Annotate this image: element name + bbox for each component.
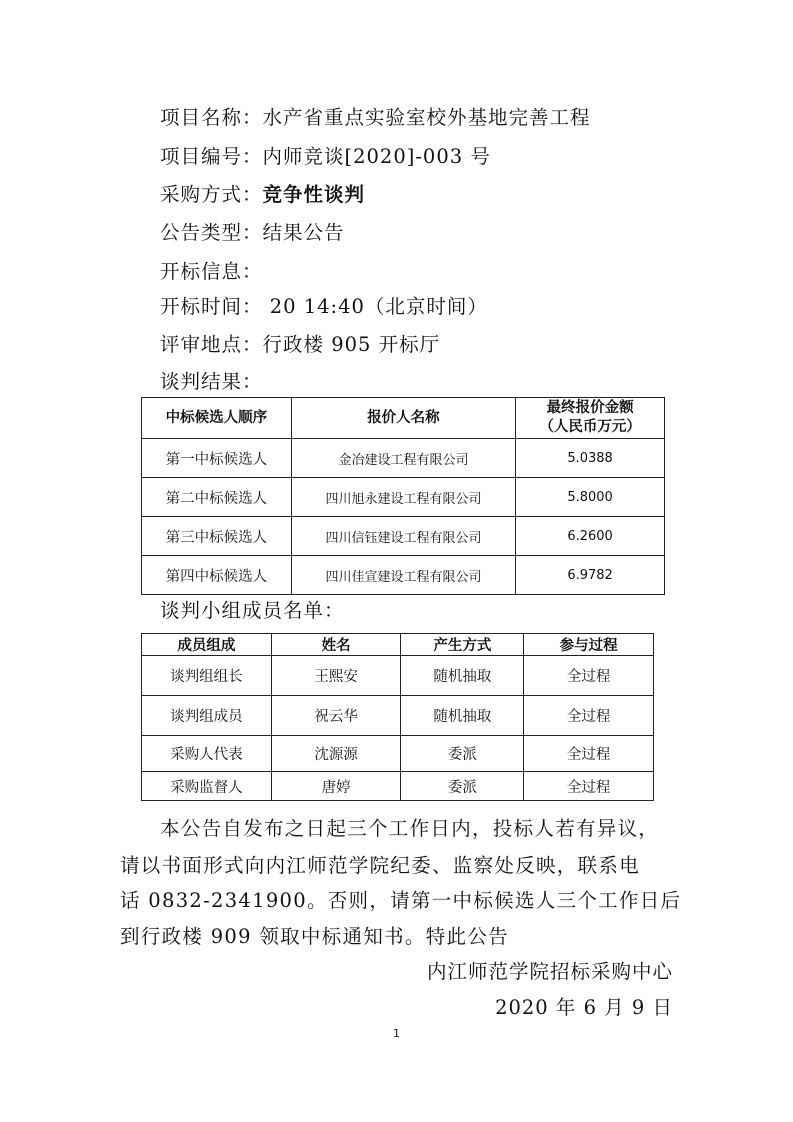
column-header-role: 成员组成 [142,634,272,656]
notice-line-4: 到行政楼 909 领取中标通知书。特此公告 [120,925,509,948]
rank-cell: 第二中标候选人 [142,478,292,517]
procurement-method-label: 采购方式： [160,183,263,206]
name-cell: 祝云华 [271,696,401,736]
table-row [142,696,654,736]
bidder-cell: 四川旭永建设工程有限公司 [291,478,516,517]
amount-cell: 6.2600 [516,517,665,556]
member-heading: 谈判小组成员名单： [160,599,345,622]
signature-org: 内江师范学院招标采购中心 [426,960,673,983]
method-cell: 随机抽取 [401,696,524,736]
role-cell: 采购人代表 [142,736,272,772]
table-header-row [142,398,665,439]
procurement-method [160,183,365,207]
process-cell: 全过程 [524,696,654,736]
project-name: 项目名称：水产省重点实验室校外基地完善工程 [160,106,591,129]
page-number: 1 [393,1027,400,1040]
column-header-amount [516,398,665,439]
table-header-row [142,634,654,656]
table-row [142,517,665,556]
process-cell: 全过程 [524,772,654,801]
opening-time: 开标时间： 20 14:40（北京时间） [160,295,488,318]
notice-line-1: 本公告自发布之日起三个工作日内，投标人若有异议， [160,817,660,840]
method-cell: 随机抽取 [401,656,524,696]
process-cell: 全过程 [524,656,654,696]
column-header-process: 参与过程 [524,634,654,656]
result-heading: 谈判结果： [160,370,263,393]
rank-cell: 第三中标候选人 [142,517,292,556]
bidder-cell: 四川信钰建设工程有限公司 [291,517,516,556]
name-cell: 沈源源 [271,736,401,772]
role-cell: 谈判组成员 [142,696,272,736]
column-header-bidder: 报价人名称 [291,398,516,439]
column-header-rank: 中标候选人顺序 [142,398,292,439]
amount-header-line1: 最终报价金额 [546,400,634,416]
process-cell: 全过程 [524,736,654,772]
table-row [142,478,665,517]
column-header-name: 姓名 [271,634,401,656]
role-cell: 谈判组组长 [142,656,272,696]
name-cell: 唐婷 [271,772,401,801]
table-row [142,736,654,772]
name-cell: 王熙安 [271,656,401,696]
announcement-type: 公告类型：结果公告 [160,221,345,244]
amount-header-line2: （人民币万元） [539,419,641,435]
table-row [142,556,665,595]
role-cell: 采购监督人 [142,772,272,801]
rank-cell: 第一中标候选人 [142,439,292,478]
bidder-cell: 四川佳宣建设工程有限公司 [291,556,516,595]
amount-cell: 5.0388 [516,439,665,478]
opening-info: 开标信息： [160,260,263,283]
review-location: 评审地点：行政楼 905 开标厅 [160,333,441,356]
member-table [141,633,654,801]
amount-cell: 5.8000 [516,478,665,517]
bid-result-table [141,397,665,595]
project-number: 项目编号：内师竞谈[2020]-003 号 [160,145,491,168]
bidder-cell: 金冶建设工程有限公司 [291,439,516,478]
table-row [142,772,654,801]
notice-line-3: 话 0832-2341900。否则，请第一中标候选人三个工作日后 [120,889,682,912]
table-row [142,656,654,696]
method-cell: 委派 [401,736,524,772]
rank-cell: 第四中标候选人 [142,556,292,595]
notice-line-2: 请以书面形式向内江师范学院纪委、监察处反映，联系电 [120,854,641,877]
signature-date: 2020 年 6 月 9 日 [495,996,673,1019]
method-cell: 委派 [401,772,524,801]
procurement-method-value: 竞争性谈判 [262,183,366,206]
table-row [142,439,665,478]
amount-cell: 6.9782 [516,556,665,595]
column-header-method: 产生方式 [401,634,524,656]
